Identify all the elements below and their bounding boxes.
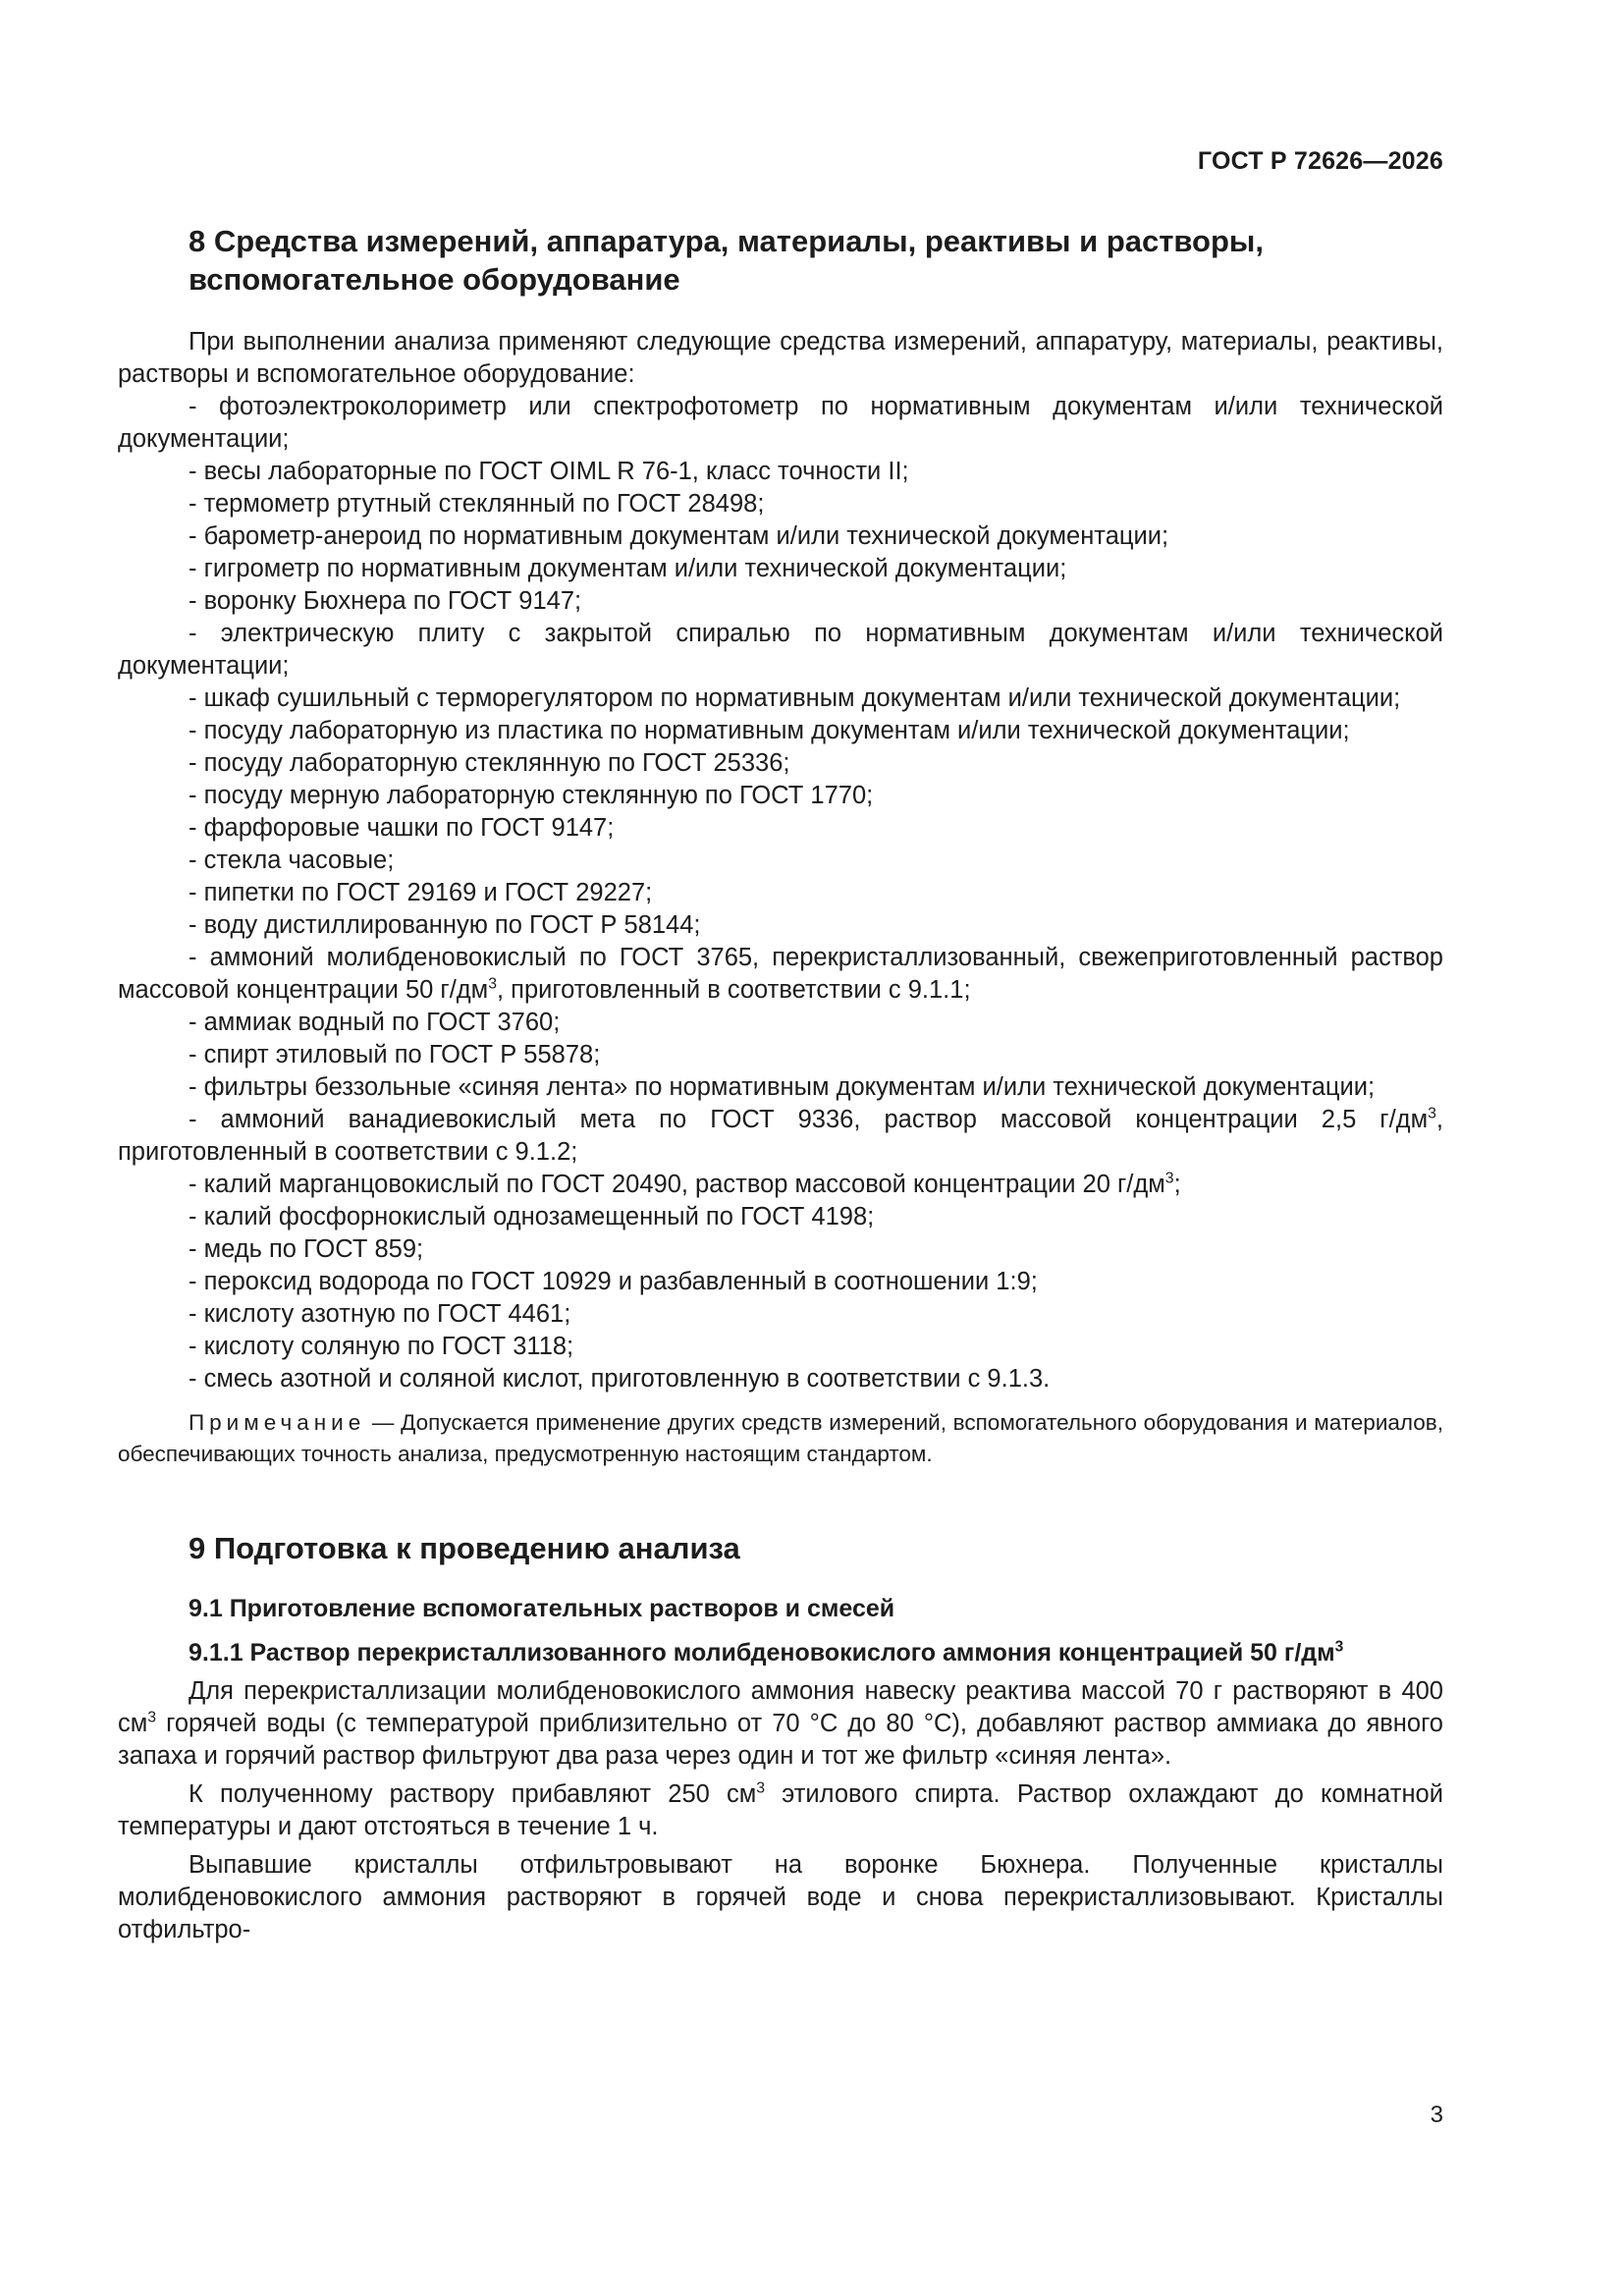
section-9-title: 9 Подготовка к проведению анализа: [189, 1531, 740, 1565]
list-item: - пипетки по ГОСТ 29169 и ГОСТ 29227;: [189, 879, 653, 906]
list-item-text: , приготовленный в соответствии с 9.1.2;: [118, 1106, 1443, 1166]
paragraph-text: К полученному раствору прибавляют 250 см: [189, 1780, 757, 1808]
list-item: - медь по ГОСТ 859;: [189, 1235, 424, 1263]
document-header: ГОСТ Р 72626—2026: [1197, 147, 1443, 175]
subsection-9-1-title: 9.1 Приготовление вспомогательных растворов и смесей: [189, 1595, 895, 1622]
list-item: - воронку Бюхнера по ГОСТ 9147;: [189, 587, 582, 615]
section-8-title-line2: вспомогательное оборудование: [189, 262, 680, 297]
list-item: - барометр-анероид по нормативным документам и/или технической документации;: [189, 522, 1169, 550]
paragraph-ethanol: [118, 1778, 1443, 1843]
superscript: 3: [1334, 1638, 1344, 1656]
superscript: 3: [488, 975, 498, 993]
list-item: - фильтры беззольные «синяя лента» по нормативным документам и/или технической документации;: [189, 1073, 1376, 1101]
list-item: - калий фосфорнокислый однозамещенный по ГОСТ 4198;: [189, 1203, 875, 1230]
section-8-intro: При выполнении анализа применяют следующие средства измерений, аппаратуру, материалы, реактивы, растворы и вспомогательное оборудование:: [118, 328, 1443, 388]
list-item: - кислоту соляную по ГОСТ 3118;: [189, 1333, 574, 1360]
note-label: Примечание: [189, 1410, 366, 1435]
paragraph-text: этилового спирта. Раствор охлаждают до комнатной температуры и дают отстояться в течение 1 ч.: [118, 1780, 1443, 1840]
list-item: - стекла часовые;: [189, 847, 395, 874]
page-number: 3: [1430, 2102, 1443, 2128]
paragraph-text: Для перекристаллизации молибденовокислого аммония навеску реактива массой 70 г растворяют в 400 см: [118, 1677, 1443, 1737]
list-item-ammonium-molybdate: [118, 942, 1443, 1007]
list-item-text: - аммоний молибденовокислый по ГОСТ 3765, перекристаллизованный, свежеприготовленный раствор массовой концентрации 50 г/дм: [118, 944, 1443, 1004]
list-item-potassium-permanganate: [118, 1169, 1443, 1201]
list-item: - электрическую плиту с закрытой спиралью по нормативным документам и/или технической документации;: [118, 620, 1443, 680]
subsection-9-1-1-title: [118, 1637, 1443, 1669]
list-item: - весы лабораторные по ГОСТ OIML R 76-1, класс точности II;: [189, 458, 909, 485]
list-item-ammonium-vanadate: [118, 1104, 1443, 1169]
list-item: - термометр ртутный стеклянный по ГОСТ 28498;: [189, 490, 765, 518]
list-item: - спирт этиловый по ГОСТ Р 55878;: [189, 1041, 601, 1068]
list-item-text: - аммоний ванадиевокислый мета по ГОСТ 9336, раствор массовой концентрации 2,5 г/дм: [189, 1106, 1429, 1133]
list-item: - посуду мерную лабораторную стеклянную по ГОСТ 1770;: [189, 782, 874, 809]
heading-text: 9.1.1 Раствор перекристаллизованного молибденовокислого аммония концентрацией 50 г/дм: [189, 1639, 1335, 1667]
list-item: - аммиак водный по ГОСТ 3760;: [189, 1009, 561, 1036]
paragraph-recrystallization: [118, 1675, 1443, 1773]
superscript: 3: [1428, 1105, 1436, 1122]
list-item: - кислоту азотную по ГОСТ 4461;: [189, 1300, 571, 1328]
list-item: - фарфоровые чашки по ГОСТ 9147;: [189, 814, 615, 842]
equipment-list: [118, 391, 1443, 1395]
list-item-text: , приготовленный в соответствии с 9.1.1;: [497, 976, 971, 1004]
list-item: - шкаф сушильный с терморегулятором по нормативным документам и/или технической документации;: [189, 684, 1401, 712]
list-item: - воду дистиллированную по ГОСТ Р 58144;: [189, 911, 701, 939]
section-8-title: [118, 222, 1443, 299]
list-item: - смесь азотной и соляной кислот, приготовленную в соответствии с 9.1.3.: [189, 1365, 1051, 1393]
list-item: - посуду лабораторную стеклянную по ГОСТ 25336;: [189, 749, 790, 777]
superscript: 3: [1164, 1170, 1174, 1187]
paragraph-crystals: Выпавшие кристаллы отфильтровывают на воронке Бюхнера. Полученные кристаллы молибденовокислого аммония растворяют в горячей воде и снова перекристаллизовывают. Кристаллы отфильтро-: [118, 1851, 1443, 1943]
section-8-title-line1: 8 Средства измерений, аппаратура, материалы, реактивы и растворы,: [189, 224, 1265, 258]
superscript: 3: [147, 1709, 157, 1726]
note-paragraph: [118, 1407, 1443, 1470]
superscript: 3: [756, 1779, 766, 1797]
list-item: - фотоэлектроколориметр или спектрофотометр по нормативным документам и/или технической документации;: [118, 393, 1443, 453]
list-item: - гигрометр по нормативным документам и/или технической документации;: [189, 555, 1067, 582]
list-item: - посуду лабораторную из пластика по нормативным документам и/или технической документации;: [189, 717, 1350, 744]
list-item: - пероксид водорода по ГОСТ 10929 и разбавленный в соотношении 1:9;: [189, 1268, 1038, 1295]
page-content: [118, 222, 1443, 1946]
note-text: — Допускается применение других средств измерений, вспомогательного оборудования и материалов, обеспечивающих точность анализа, предусмотренную настоящим стандартом.: [118, 1410, 1443, 1466]
list-item-text: - калий марганцовокислый по ГОСТ 20490, раствор массовой концентрации 20 г/дм: [189, 1171, 1165, 1198]
list-item-text: ;: [1173, 1171, 1181, 1198]
paragraph-text: горячей воды (с температурой приблизительно от 70 °С до 80 °С), добавляют раствор аммиака до явного запаха и горячий раствор фильтруют два раза через один и тот же фильтр «синяя лента».: [118, 1710, 1443, 1770]
